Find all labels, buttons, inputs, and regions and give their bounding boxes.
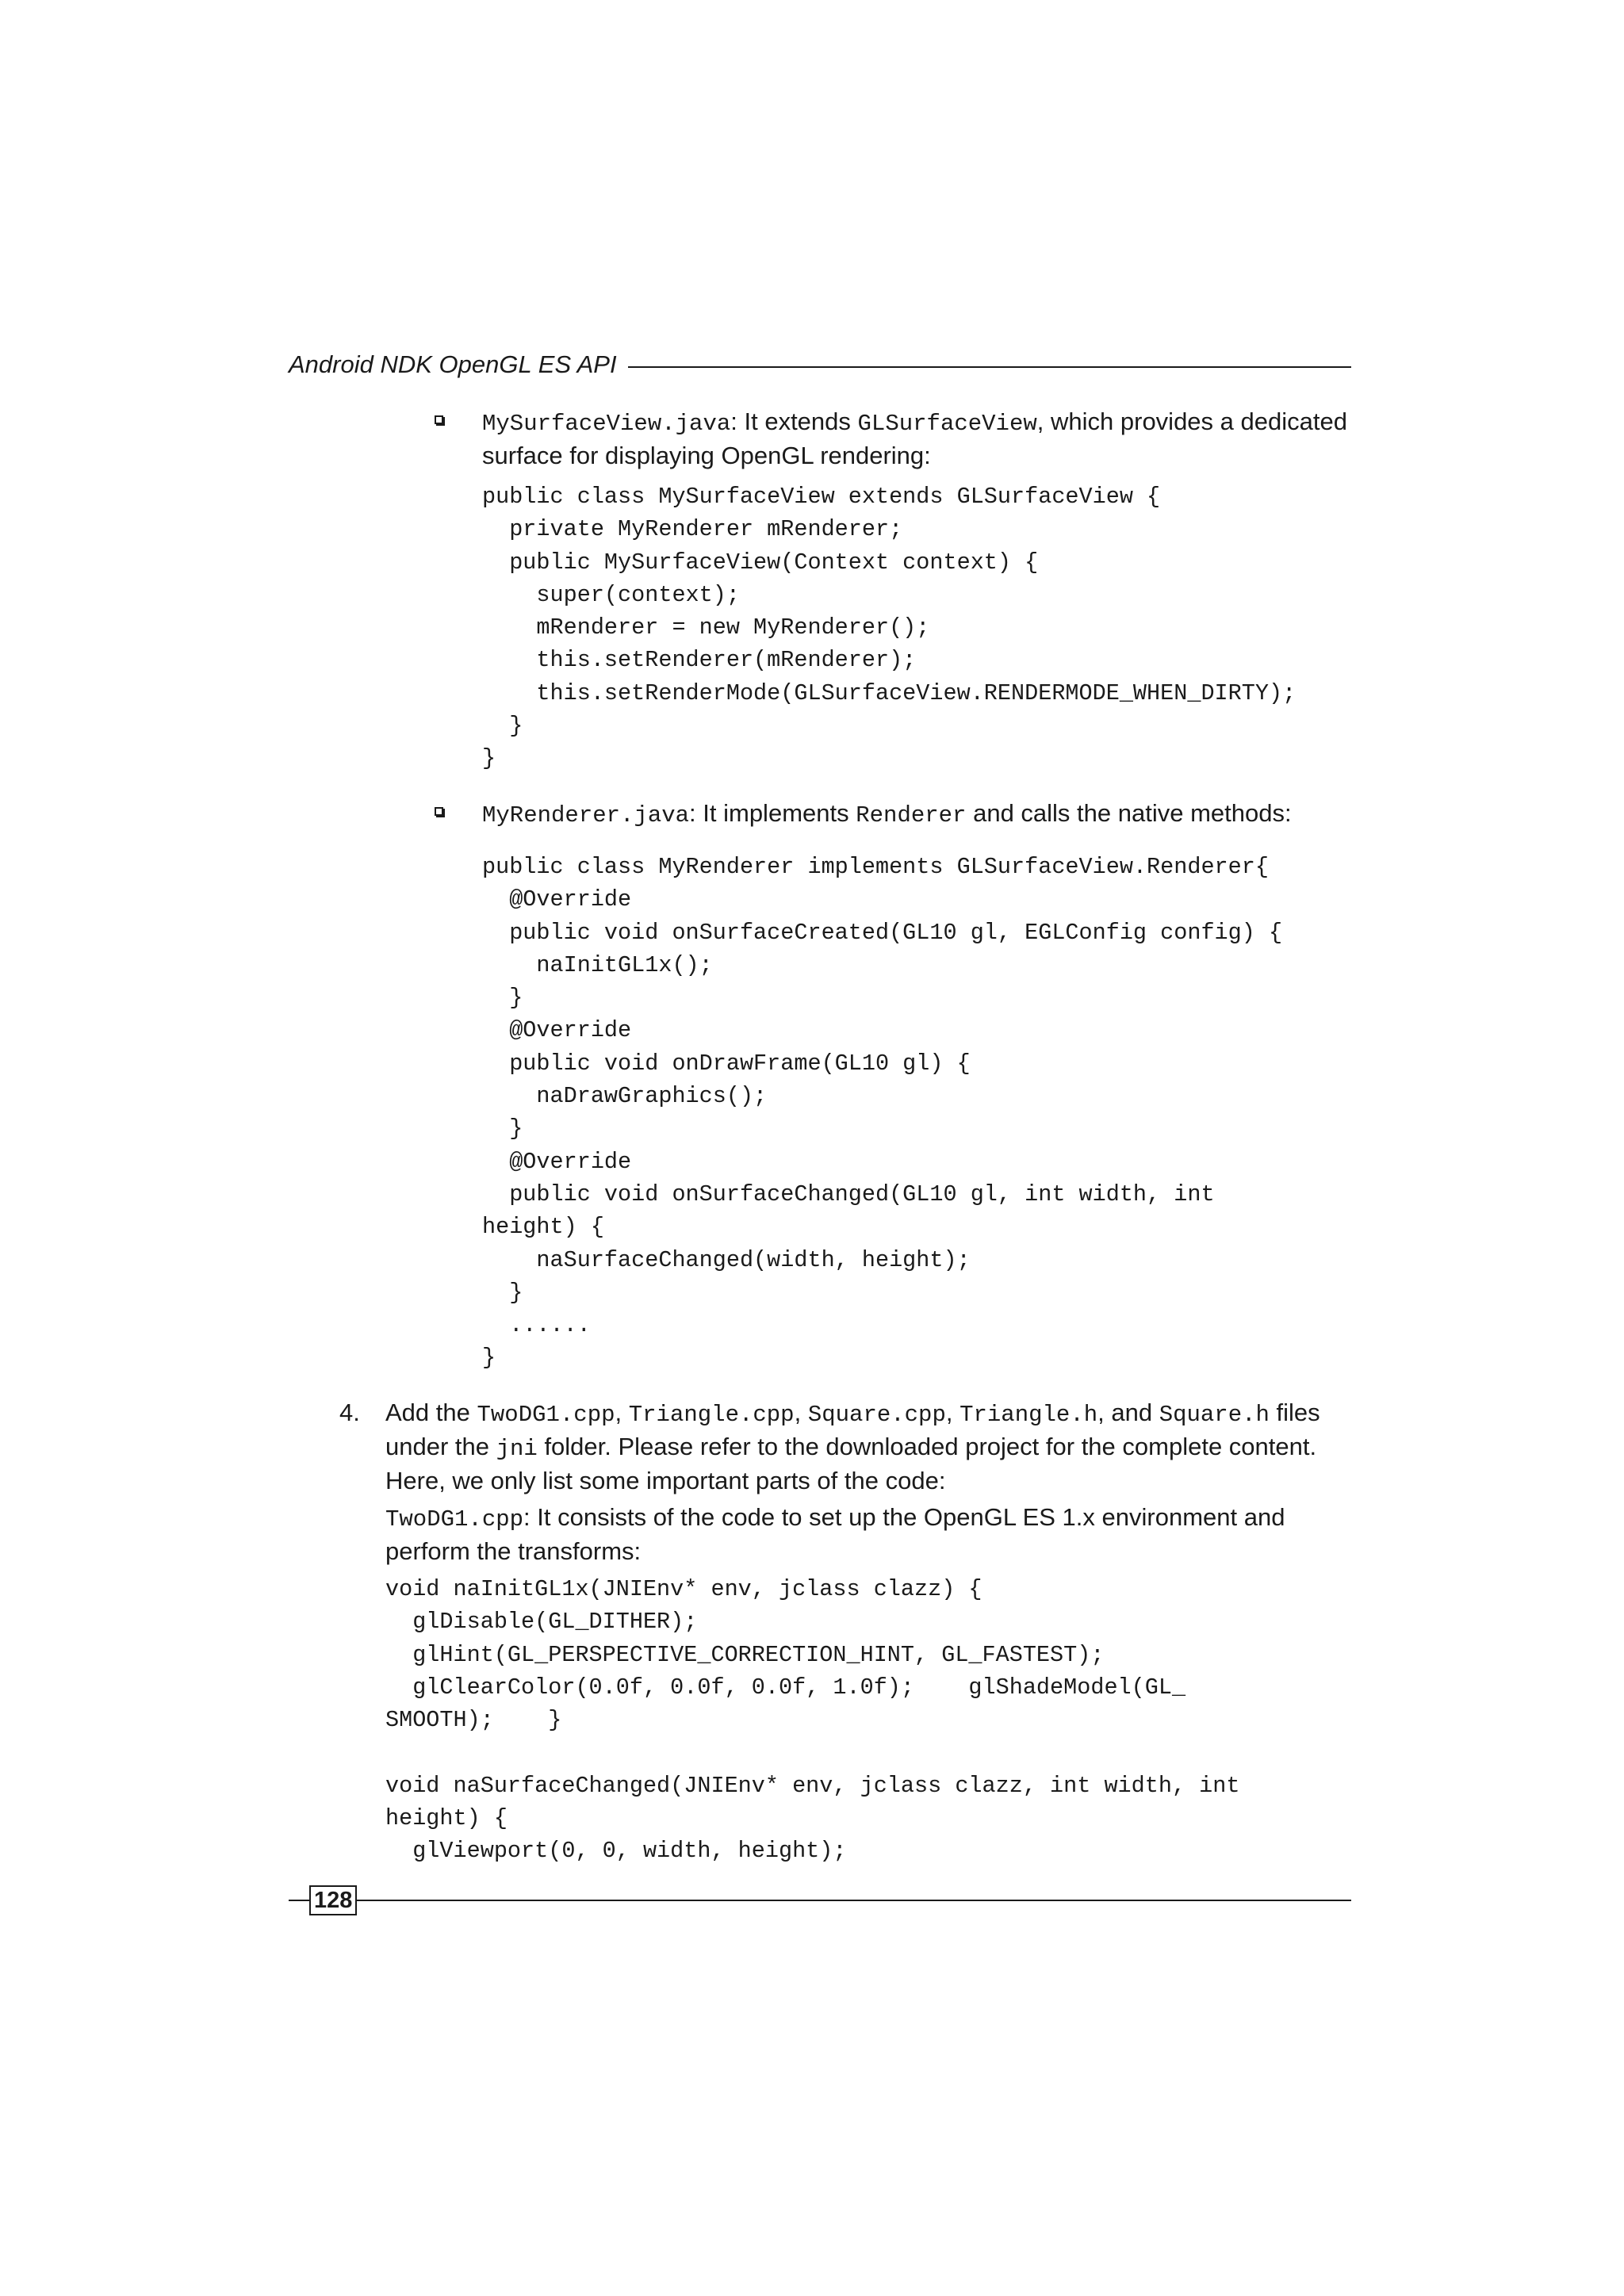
bullet-text-part: : It implements — [689, 799, 856, 827]
bullet-text — [482, 798, 1362, 832]
code-block-twodg1 — [385, 1573, 1239, 1868]
square-bullet-icon — [435, 807, 443, 816]
code-line: mRenderer = new MyRenderer(); — [482, 614, 930, 641]
code-line: void naInitGL1x(JNIEnv* env, jclass clazz) { — [385, 1576, 982, 1602]
code-line: naInitGL1x(); — [482, 951, 713, 978]
bullet-text-part: and calls the native methods: — [966, 799, 1292, 827]
code-line: } — [482, 1345, 496, 1372]
code-line: public void onDrawFrame(GL10 gl) { — [482, 1050, 971, 1077]
separator: , — [945, 1399, 960, 1426]
code-block-myrenderer — [482, 851, 1282, 1375]
code-line: public MySurfaceView(Context context) { — [482, 549, 1039, 576]
file-name: TwoDG1.cpp — [385, 1506, 524, 1533]
code-line: SMOOTH); } — [385, 1707, 562, 1734]
code-line: @Override — [482, 886, 632, 913]
class-name: GLSurfaceView — [857, 411, 1037, 437]
code-block-mysurfaceview — [482, 480, 1296, 775]
step-text — [385, 1397, 1362, 1497]
file-name: Square.h — [1159, 1402, 1270, 1428]
page-number: 128 — [309, 1885, 357, 1915]
file-name: MySurfaceView.java — [482, 411, 731, 437]
footer-rule-left — [289, 1900, 309, 1901]
code-line: glHint(GL_PERSPECTIVE_CORRECTION_HINT, GL_FASTEST); — [385, 1641, 1105, 1668]
page-footer — [289, 1883, 1351, 1918]
chapter-title: Android NDK OpenGL ES API — [289, 350, 617, 378]
code-line: } — [482, 1115, 523, 1142]
folder-name: jni — [496, 1436, 538, 1462]
code-line: glClearColor(0.0f, 0.0f, 0.0f, 1.0f); glShadeModel(GL_ — [385, 1674, 1186, 1701]
footer-rule — [357, 1900, 1351, 1901]
code-line: naDrawGraphics(); — [482, 1083, 768, 1110]
step-number: 4. — [339, 1399, 360, 1426]
code-line: public class MyRenderer implements GLSurfaceView.Renderer{ — [482, 854, 1269, 880]
running-header — [289, 349, 1351, 381]
code-line: height) { — [385, 1805, 508, 1832]
code-line: ...... — [482, 1312, 591, 1339]
file-name: Triangle.cpp — [628, 1402, 795, 1428]
step-text-part: files under the — [385, 1399, 1320, 1460]
file-name: MyRenderer.java — [482, 802, 690, 828]
bullet-text-part: : It extends — [730, 408, 858, 435]
separator: , and — [1097, 1399, 1159, 1426]
separator: , — [794, 1399, 808, 1426]
separator: , — [615, 1399, 629, 1426]
code-line: } — [482, 1279, 523, 1306]
code-line: naSurfaceChanged(width, height); — [482, 1246, 971, 1273]
code-line: glDisable(GL_DITHER); — [385, 1609, 698, 1636]
code-line: super(context); — [482, 581, 740, 608]
file-name: Square.cpp — [807, 1402, 946, 1428]
bullet-text — [482, 406, 1362, 472]
paragraph-text: : It consists of the code to set up the OpenGL ES 1.x environment and perform the transforms: — [385, 1503, 1285, 1565]
class-name: Renderer — [856, 802, 967, 828]
code-line: } — [482, 985, 523, 1012]
square-bullet-icon — [435, 415, 443, 424]
code-line: } — [482, 745, 496, 772]
twodg1-description — [385, 1502, 1362, 1567]
file-name: TwoDG1.cpp — [477, 1402, 615, 1428]
code-line: public void onSurfaceCreated(GL10 gl, EGLConfig config) { — [482, 919, 1283, 946]
step-text-part: Add the — [385, 1399, 477, 1426]
code-line: @Override — [482, 1017, 632, 1044]
code-line: @Override — [482, 1148, 632, 1175]
code-line: height) { — [482, 1214, 604, 1241]
step-text-part: folder. Please refer to the downloaded project for the complete content. Here, we only list some important parts of the code: — [385, 1433, 1317, 1494]
header-rule — [628, 366, 1351, 368]
code-line: this.setRenderMode(GLSurfaceView.RENDERMODE_WHEN_DIRTY); — [482, 679, 1297, 706]
code-line: private MyRenderer mRenderer; — [482, 516, 903, 543]
code-line: public void onSurfaceChanged(GL10 gl, int width, int — [482, 1181, 1215, 1207]
file-name: Triangle.h — [959, 1402, 1098, 1428]
code-line: void naSurfaceChanged(JNIEnv* env, jclass clazz, int width, int — [385, 1772, 1240, 1799]
code-line: glViewport(0, 0, width, height); — [385, 1838, 847, 1865]
code-line: this.setRenderer(mRenderer); — [482, 647, 917, 674]
bullet-text-part: , which provides a dedicated surface for displaying OpenGL rendering: — [482, 408, 1347, 469]
code-line: } — [482, 713, 523, 740]
code-line: public class MySurfaceView extends GLSurfaceView { — [482, 484, 1161, 510]
